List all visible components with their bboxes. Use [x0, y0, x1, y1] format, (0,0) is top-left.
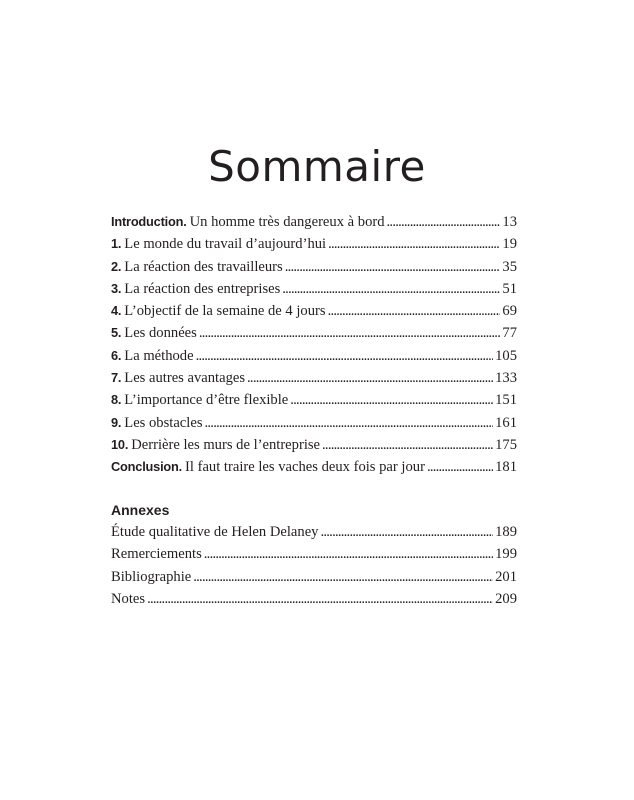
- annex-entry-title: Remerciements: [111, 546, 202, 563]
- toc-entry-lead: 4.: [111, 303, 122, 319]
- toc-entry-page: 133: [495, 370, 517, 387]
- toc-entry-title: L’objectif de la semaine de 4 jours: [124, 303, 326, 320]
- toc-entry-title: La réaction des travailleurs: [124, 258, 283, 275]
- annex-entry-title: Bibliographie: [111, 568, 192, 585]
- toc-entry-lead: 9.: [111, 414, 122, 430]
- dot-leader: [387, 214, 501, 231]
- dot-leader: [322, 437, 493, 454]
- toc-entry: [111, 348, 517, 370]
- toc-entry: [111, 415, 517, 437]
- annexes-list: [111, 524, 517, 613]
- dot-leader: [290, 392, 493, 409]
- annex-entry: [111, 546, 517, 568]
- toc-entry-title: Les obstacles: [124, 414, 203, 431]
- toc-entry-lead: 3.: [111, 280, 122, 296]
- toc-entry: [111, 325, 517, 347]
- toc-entry-title: Les données: [124, 325, 197, 342]
- toc-entry-lead: 5.: [111, 325, 122, 341]
- toc-entry-title: La réaction des entreprises: [124, 280, 281, 297]
- toc-entry-lead: 6.: [111, 347, 122, 363]
- toc-entry-page: 51: [502, 280, 517, 297]
- annex-entry-page: 199: [495, 546, 517, 563]
- toc-entry-title: Les autres avantages: [124, 370, 246, 387]
- toc-entry-lead: Conclusion.: [111, 459, 183, 475]
- toc-entry-lead: 8.: [111, 392, 122, 408]
- annex-entry-title: Étude qualitative de Helen Delaney: [111, 524, 319, 540]
- toc-entry-title: Un homme très dangereux à bord: [189, 214, 385, 230]
- dot-leader: [247, 370, 493, 387]
- annex-entry-page: 189: [495, 524, 517, 540]
- toc-entry-page: 151: [495, 392, 517, 409]
- toc-entry-lead: Introduction.: [111, 214, 187, 229]
- toc-entry: [111, 281, 517, 303]
- toc-entry-title: Il faut traire les vaches deux fois par jour: [185, 459, 425, 476]
- annex-entry-page: 201: [495, 568, 517, 585]
- toc-entry-page: 19: [502, 236, 517, 253]
- toc-entry-page: 77: [502, 325, 517, 342]
- annex-entry: [111, 569, 517, 591]
- dot-leader: [193, 569, 493, 586]
- toc-entry-page: 105: [495, 347, 517, 364]
- toc-entry-title: L’importance d’être flexible: [124, 392, 289, 409]
- annex-entry-page: 209: [495, 590, 517, 607]
- annexes-heading: Annexes: [111, 502, 170, 518]
- page-title: Sommaire: [208, 142, 426, 191]
- toc-entry-page: 13: [502, 214, 517, 230]
- annex-entry: [111, 524, 517, 546]
- dot-leader: [282, 281, 500, 298]
- toc-entry-page: 69: [502, 303, 517, 320]
- dot-leader: [199, 325, 501, 342]
- toc-entry: [111, 370, 517, 392]
- table-of-contents: [111, 214, 517, 482]
- toc-entry-title: Le monde du travail d’aujourd’hui: [124, 236, 327, 253]
- dot-leader: [285, 259, 501, 276]
- annex-entry-title: Notes: [111, 590, 146, 607]
- toc-entry-lead: 7.: [111, 370, 122, 386]
- toc-entry: [111, 437, 517, 459]
- toc-entry-title: La méthode: [124, 347, 194, 364]
- toc-entry-page: 161: [495, 414, 517, 431]
- toc-entry-lead: 1.: [111, 236, 122, 252]
- dot-leader: [328, 236, 500, 253]
- toc-entry: [111, 259, 517, 281]
- toc-entry-lead: 10.: [111, 436, 129, 452]
- toc-entry-page: 181: [495, 459, 517, 476]
- toc-entry-page: 175: [495, 436, 517, 453]
- toc-entry-lead: 2.: [111, 258, 122, 274]
- dot-leader: [196, 348, 494, 365]
- toc-entry: [111, 214, 517, 236]
- dot-leader: [427, 459, 493, 476]
- toc-entry-page: 35: [502, 258, 517, 275]
- toc-entry: [111, 392, 517, 414]
- dot-leader: [320, 524, 493, 541]
- dot-leader: [328, 303, 501, 320]
- dot-leader: [205, 415, 494, 432]
- toc-entry: [111, 236, 517, 258]
- toc-entry: [111, 303, 517, 325]
- toc-entry: [111, 459, 517, 481]
- toc-entry-title: Derrière les murs de l’entreprise: [131, 436, 321, 453]
- dot-leader: [204, 546, 493, 563]
- annex-entry: [111, 591, 517, 613]
- dot-leader: [147, 591, 493, 608]
